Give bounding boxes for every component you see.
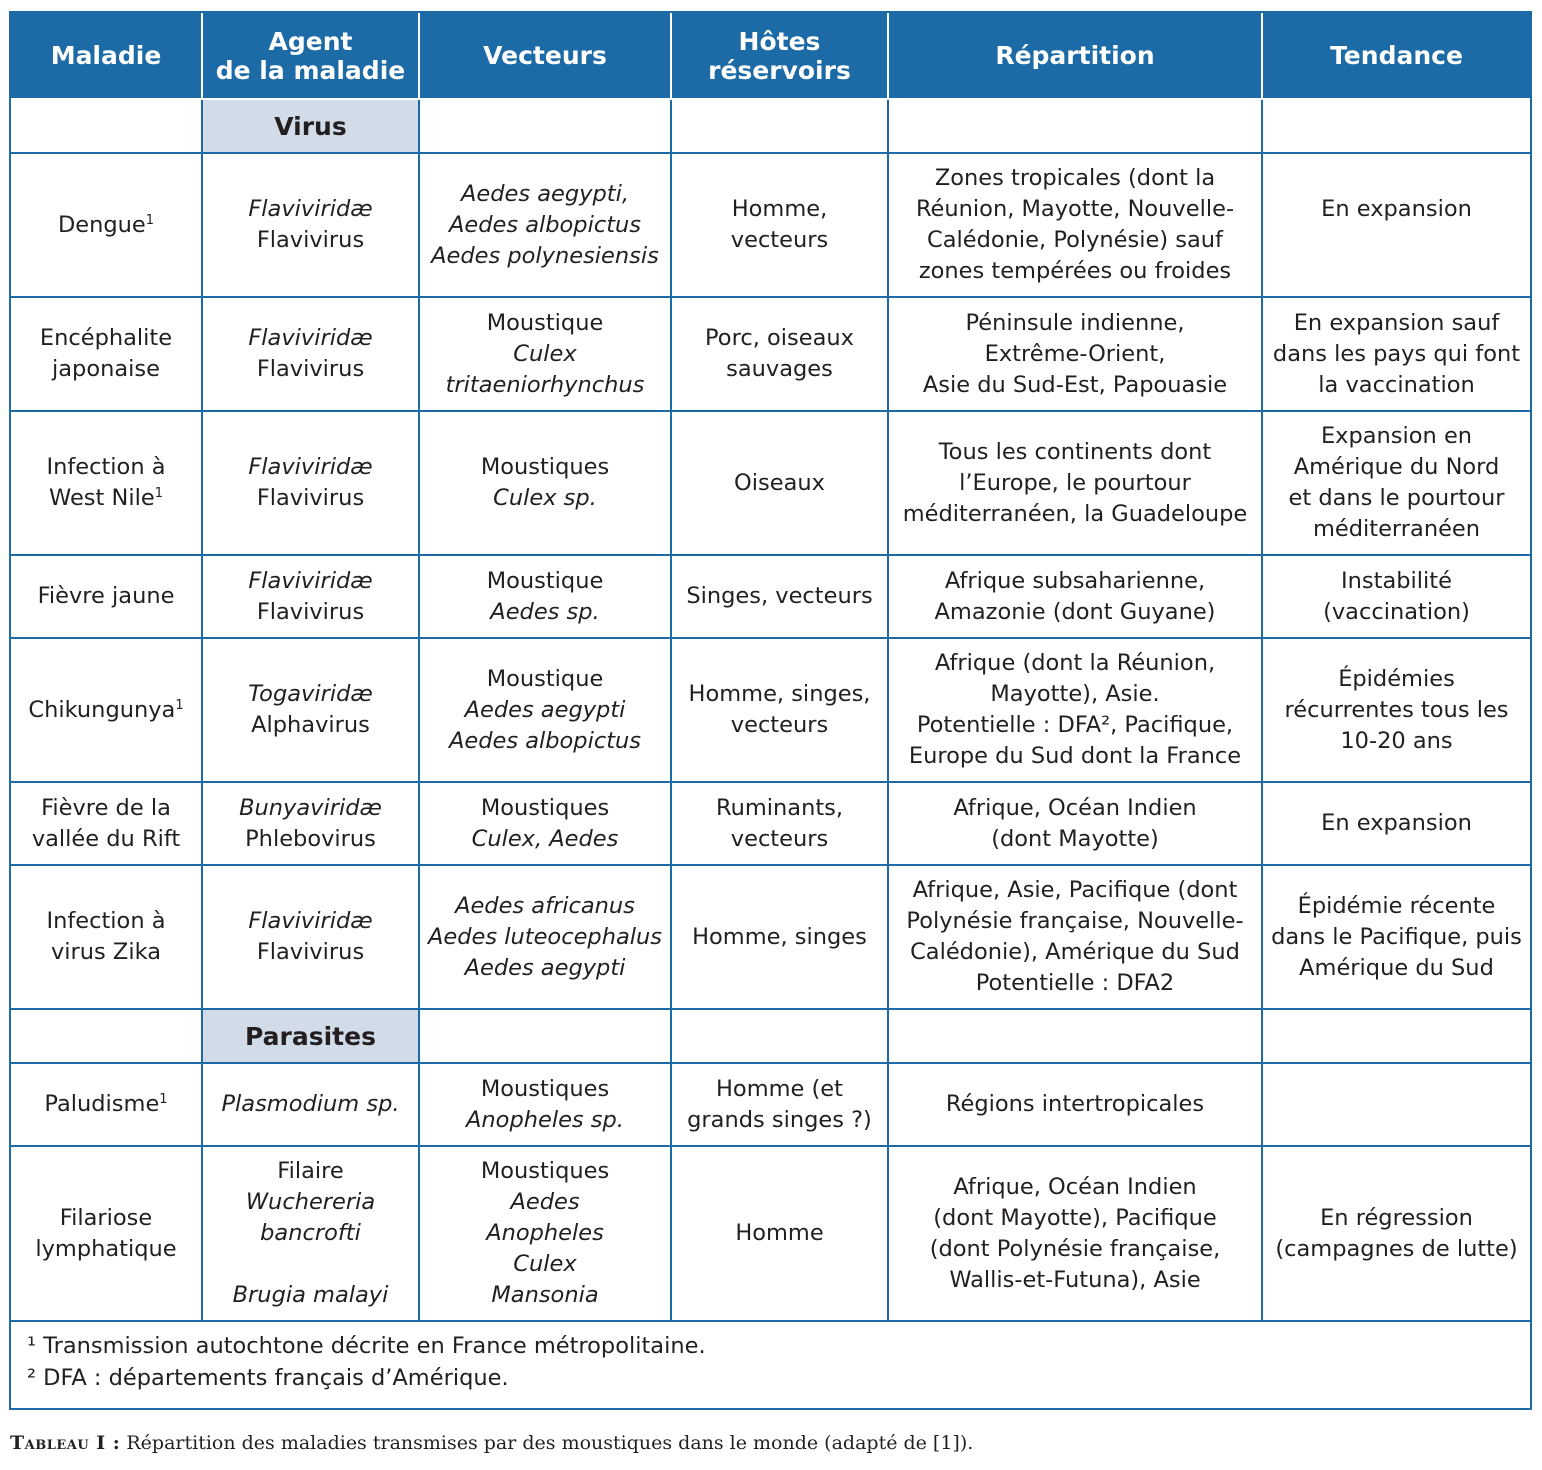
- footnote-row: [11, 1321, 1530, 1403]
- cell-repartition: [888, 1063, 1262, 1146]
- cell-vecteurs: [419, 782, 671, 865]
- agent-line: bancrofti: [260, 1220, 361, 1246]
- tendance-line: Amérique du Nord: [1293, 454, 1500, 480]
- maladie-line: [17, 483, 195, 514]
- maladie-line: [17, 210, 195, 241]
- vecteurs-line: Culex sp.: [493, 485, 597, 511]
- maladie-text: Fièvre de la: [41, 794, 171, 821]
- cell-hotes: [671, 782, 888, 865]
- cell-vecteurs: [419, 297, 671, 411]
- maladie-line: [17, 937, 195, 968]
- table-row: [11, 782, 1530, 865]
- cell-tendance: [1262, 1063, 1530, 1146]
- vecteurs-line: Aedes luteocephalus: [428, 923, 662, 950]
- cell-hotes: [671, 1146, 888, 1321]
- cell-hotes: [671, 153, 888, 297]
- maladie-line: [17, 1089, 195, 1120]
- repartition-line: (dont Mayotte): [991, 825, 1159, 852]
- cell-maladie: [11, 865, 202, 1009]
- empty-cell: [671, 99, 888, 153]
- footnotes: [11, 1321, 1530, 1403]
- cell-agent: [202, 555, 419, 638]
- hotes-line: grands singes ?): [687, 1106, 872, 1133]
- cell-hotes: [671, 865, 888, 1009]
- cell-maladie: [11, 782, 202, 865]
- cell-agent: [202, 297, 419, 411]
- hotes-line: Ruminants,: [715, 794, 844, 821]
- hotes-line: Homme, singes,: [688, 681, 871, 707]
- tendance-line: Épidémies: [1338, 665, 1455, 692]
- maladie-line: [17, 452, 195, 483]
- maladie-line: [17, 824, 195, 855]
- tendance-line: Amérique du Sud: [1299, 954, 1494, 981]
- header-row: [11, 13, 1530, 99]
- agent-line: Flaviviridæ: [248, 454, 373, 480]
- maladie-text: Infection à: [46, 454, 166, 480]
- tendance-line: En expansion: [1321, 196, 1472, 222]
- cell-agent: [202, 1063, 419, 1146]
- cell-hotes: [671, 638, 888, 782]
- maladie-text: Encéphalite: [39, 325, 173, 351]
- caption-text: Répartition des maladies transmises par des moustiques dans le monde (adapté de [1]).: [120, 1432, 974, 1454]
- cell-agent: [202, 153, 419, 297]
- hotes-line: sauvages: [726, 356, 833, 382]
- table-row: [11, 411, 1530, 555]
- cell-agent: [202, 782, 419, 865]
- repartition-line: méditerranéen, la Guadeloupe: [902, 500, 1248, 527]
- header-agent: [202, 13, 419, 99]
- tendance-line: et dans le pourtour: [1288, 485, 1505, 511]
- cell-maladie: [11, 297, 202, 411]
- repartition-line: Amazonie (dont Guyane): [934, 598, 1216, 625]
- repartition-line: Europe du Sud dont la France: [908, 743, 1242, 769]
- maladie-text: virus Zika: [50, 939, 162, 965]
- vecteurs-line: Moustiques: [480, 1158, 610, 1184]
- header-agent-line: de la maladie: [215, 55, 406, 85]
- agent-line: Flavivirus: [256, 939, 365, 965]
- cell-tendance: [1262, 782, 1530, 865]
- repartition-line: Péninsule indienne,: [965, 309, 1185, 336]
- maladie-line: [17, 581, 195, 612]
- cell-tendance: [1262, 865, 1530, 1009]
- hotes-line: Homme,: [731, 196, 828, 222]
- vecteurs-line: Culex: [513, 1251, 577, 1277]
- repartition-line: Afrique, Océan Indien: [953, 1173, 1197, 1200]
- hotes-line: vecteurs: [730, 227, 829, 253]
- cell-tendance: [1262, 638, 1530, 782]
- section-label: Parasites: [202, 1009, 419, 1063]
- cell-maladie: [11, 638, 202, 782]
- tendance-line: Épidémie récente: [1297, 892, 1496, 919]
- repartition-line: Zones tropicales (dont la: [934, 165, 1216, 191]
- header-tendance: Tendance: [1262, 13, 1530, 99]
- cell-vecteurs: [419, 865, 671, 1009]
- agent-line: Flaviviridæ: [248, 567, 373, 594]
- cell-vecteurs: [419, 1146, 671, 1321]
- table-row: [11, 297, 1530, 411]
- vecteurs-line: Aedes aegypti,: [461, 180, 629, 207]
- hotes-line: vecteurs: [730, 825, 829, 852]
- section-row: [11, 1009, 1530, 1063]
- maladie-text: japonaise: [52, 356, 160, 382]
- vecteurs-line: Moustiques: [480, 1075, 610, 1102]
- vecteurs-line: Aedes albopictus: [448, 211, 642, 238]
- repartition-line: Calédonie), Amérique du Sud: [910, 939, 1240, 965]
- repartition-line: Afrique, Océan Indien: [953, 794, 1197, 821]
- vecteurs-line: Anopheles: [486, 1220, 604, 1246]
- cell-maladie: [11, 1146, 202, 1321]
- cell-repartition: [888, 411, 1262, 555]
- cell-agent: [202, 1146, 419, 1321]
- footnote-marker: 1: [145, 212, 155, 228]
- agent-line: Bunyaviridæ: [239, 794, 382, 821]
- cell-vecteurs: [419, 153, 671, 297]
- repartition-line: Afrique, Asie, Pacifique (dont: [912, 877, 1238, 903]
- vecteurs-line: Aedes albopictus: [448, 727, 642, 754]
- maladie-line: [17, 906, 195, 937]
- maladie-line: [17, 323, 195, 354]
- footnote-marker: 1: [154, 486, 163, 501]
- empty-cell: [888, 99, 1262, 153]
- maladie-text: Infection à: [46, 908, 166, 934]
- repartition-line: Calédonie, Polynésie) sauf: [927, 227, 1223, 253]
- cell-hotes: [671, 297, 888, 411]
- tendance-line: 10-20 ans: [1340, 727, 1453, 754]
- footnote: ¹ Transmission autochtone décrite en France métropolitaine.: [27, 1333, 706, 1359]
- maladie-text: Fièvre jaune: [37, 583, 175, 609]
- section-row: [11, 99, 1530, 153]
- repartition-line: Potentielle : DFA², Pacifique,: [916, 712, 1234, 738]
- repartition-line: (dont Polynésie française,: [929, 1235, 1221, 1262]
- vecteurs-line: Aedes polynesiensis: [431, 242, 659, 269]
- repartition-line: (dont Mayotte), Pacifique: [933, 1204, 1217, 1231]
- agent-line: Flavivirus: [256, 227, 365, 253]
- disease-table-frame: [9, 11, 1532, 1410]
- vecteurs-line: Aedes sp.: [490, 598, 600, 625]
- repartition-line: Polynésie française, Nouvelle-: [906, 908, 1244, 934]
- footnote: ² DFA : départements français d’Amérique.: [27, 1365, 509, 1391]
- agent-line: Togaviridæ: [248, 681, 373, 707]
- cell-vecteurs: [419, 555, 671, 638]
- header-repartition: Répartition: [888, 13, 1262, 99]
- repartition-line: Wallis-et-Futuna), Asie: [949, 1266, 1201, 1293]
- cell-repartition: [888, 865, 1262, 1009]
- cell-maladie: [11, 153, 202, 297]
- cell-repartition: [888, 297, 1262, 411]
- maladie-line: [17, 1234, 195, 1265]
- tendance-line: méditerranéen: [1312, 516, 1481, 542]
- repartition-line: Extrême-Orient,: [984, 340, 1166, 367]
- cell-repartition: [888, 153, 1262, 297]
- vecteurs-line: Mansonia: [491, 1282, 599, 1308]
- agent-line: Brugia malayi: [232, 1282, 389, 1308]
- table-row: [11, 1063, 1530, 1146]
- vecteurs-line: Anopheles sp.: [466, 1106, 624, 1133]
- cell-tendance: [1262, 555, 1530, 638]
- tendance-line: Instabilité: [1341, 567, 1452, 594]
- cell-maladie: [11, 411, 202, 555]
- hotes-line: Homme (et: [716, 1075, 843, 1102]
- tendance-line: dans le Pacifique, puis: [1271, 923, 1522, 950]
- vecteurs-line: Moustiques: [480, 454, 610, 480]
- cell-vecteurs: [419, 1063, 671, 1146]
- vecteurs-line: Aedes aegypti: [464, 954, 626, 981]
- repartition-line: Réunion, Mayotte, Nouvelle-: [915, 196, 1235, 222]
- header-agent-line: Agent: [268, 26, 353, 56]
- table-caption: [10, 1432, 973, 1454]
- disease-table: [11, 13, 1530, 1403]
- vecteurs-line: Culex, Aedes: [471, 825, 619, 852]
- cell-repartition: [888, 1146, 1262, 1321]
- maladie-text: Filariose: [59, 1204, 153, 1231]
- cell-repartition: [888, 638, 1262, 782]
- agent-line: Flaviviridæ: [248, 325, 373, 351]
- cell-hotes: [671, 555, 888, 638]
- hotes-line: vecteurs: [730, 712, 829, 738]
- repartition-line: zones tempérées ou froides: [918, 258, 1232, 284]
- header-vecteurs: Vecteurs: [419, 13, 671, 99]
- repartition-line: l’Europe, le pourtour: [959, 469, 1191, 496]
- header-maladie: Maladie: [11, 13, 202, 99]
- table-row: [11, 555, 1530, 638]
- cell-maladie: [11, 555, 202, 638]
- tendance-line: (vaccination): [1323, 598, 1470, 625]
- maladie-text: Paludisme: [44, 1091, 160, 1117]
- vecteurs-line: Moustique: [486, 665, 604, 692]
- caption-label: Tableau I :: [10, 1432, 121, 1454]
- cell-agent: [202, 411, 419, 555]
- tendance-line: dans les pays qui font: [1272, 340, 1521, 367]
- table-row: [11, 153, 1530, 297]
- agent-line: [209, 1249, 412, 1280]
- tendance-line: récurrentes tous les: [1284, 696, 1509, 723]
- cell-agent: [202, 865, 419, 1009]
- vecteurs-line: Aedes aegypti: [464, 696, 626, 723]
- agent-line: Wuchereria: [245, 1189, 376, 1215]
- cell-hotes: [671, 411, 888, 555]
- agent-line: Phlebovirus: [245, 825, 376, 852]
- tendance-line: la vaccination: [1318, 371, 1475, 398]
- tendance-line: En régression: [1320, 1204, 1473, 1231]
- agent-line: Plasmodium sp.: [221, 1091, 400, 1117]
- header-hotes-line: Hôtes: [738, 26, 821, 56]
- tendance-line: Expansion en: [1320, 423, 1473, 449]
- repartition-line: Mayotte), Asie.: [990, 681, 1160, 707]
- footnote-marker: 1: [159, 1092, 168, 1107]
- maladie-line: [17, 793, 195, 824]
- hotes-line: Homme, singes: [692, 923, 867, 950]
- empty-cell: [419, 1009, 671, 1063]
- footnote-marker: 1: [175, 697, 184, 713]
- cell-tendance: [1262, 411, 1530, 555]
- repartition-line: Afrique (dont la Réunion,: [934, 650, 1216, 676]
- cell-agent: [202, 638, 419, 782]
- agent-line: Flaviviridæ: [248, 196, 373, 222]
- repartition-line: Régions intertropicales: [945, 1091, 1205, 1117]
- tendance-line: (campagnes de lutte): [1275, 1235, 1518, 1262]
- empty-cell: [419, 99, 671, 153]
- cell-tendance: [1262, 1146, 1530, 1321]
- vecteurs-line: Moustiques: [480, 794, 610, 821]
- maladie-line: [17, 695, 195, 726]
- table-row: [11, 638, 1530, 782]
- empty-cell: [1262, 99, 1530, 153]
- agent-line: Filaire: [277, 1158, 344, 1184]
- hotes-line: Porc, oiseaux: [705, 325, 854, 351]
- cell-maladie: [11, 1063, 202, 1146]
- empty-cell: [11, 1009, 202, 1063]
- header-hotes: [671, 13, 888, 99]
- cell-vecteurs: [419, 411, 671, 555]
- tendance-line: [1269, 225, 1524, 256]
- tendance-line: En expansion: [1321, 810, 1472, 836]
- repartition-line: Asie du Sud-Est, Papouasie: [922, 371, 1228, 398]
- section-label: Virus: [202, 99, 419, 153]
- vecteurs-line: Moustique: [486, 309, 604, 336]
- maladie-text: lymphatique: [35, 1235, 177, 1262]
- cell-repartition: [888, 555, 1262, 638]
- cell-tendance: [1262, 297, 1530, 411]
- table-row: [11, 865, 1530, 1009]
- empty-cell: [11, 99, 202, 153]
- repartition-line: Tous les continents dont: [938, 438, 1212, 465]
- vecteurs-line: Culex: [513, 340, 577, 367]
- maladie-text: Chikungunya: [28, 696, 176, 723]
- vecteurs-line: Aedes: [510, 1189, 580, 1215]
- agent-line: Flaviviridæ: [248, 908, 373, 934]
- agent-line: Flavivirus: [256, 356, 365, 382]
- vecteurs-line: Aedes africanus: [455, 892, 635, 919]
- empty-cell: [671, 1009, 888, 1063]
- hotes-line: Singes, vecteurs: [686, 583, 873, 609]
- empty-cell: [888, 1009, 1262, 1063]
- header-hotes-line: réservoirs: [708, 55, 851, 85]
- vecteurs-line: Moustique: [486, 567, 604, 594]
- repartition-line: Afrique subsaharienne,: [944, 567, 1206, 594]
- repartition-line: Potentielle : DFA2: [975, 970, 1175, 996]
- hotes-line: Homme: [735, 1220, 824, 1246]
- maladie-text: vallée du Rift: [31, 825, 181, 852]
- cell-hotes: [671, 1063, 888, 1146]
- maladie-line: [17, 1203, 195, 1234]
- cell-tendance: [1262, 153, 1530, 297]
- maladie-text: Dengue: [57, 211, 146, 238]
- empty-cell: [1262, 1009, 1530, 1063]
- maladie-text: West Nile: [49, 485, 155, 511]
- agent-line: Flavivirus: [256, 485, 365, 511]
- vecteurs-line: tritaeniorhynchus: [445, 371, 645, 398]
- agent-line: Alphavirus: [251, 712, 370, 738]
- tendance-line: En expansion sauf: [1293, 309, 1500, 336]
- cell-repartition: [888, 782, 1262, 865]
- agent-line: Flavivirus: [256, 598, 365, 625]
- maladie-line: [17, 354, 195, 385]
- table-row: [11, 1146, 1530, 1321]
- cell-vecteurs: [419, 638, 671, 782]
- hotes-line: Oiseaux: [734, 469, 825, 496]
